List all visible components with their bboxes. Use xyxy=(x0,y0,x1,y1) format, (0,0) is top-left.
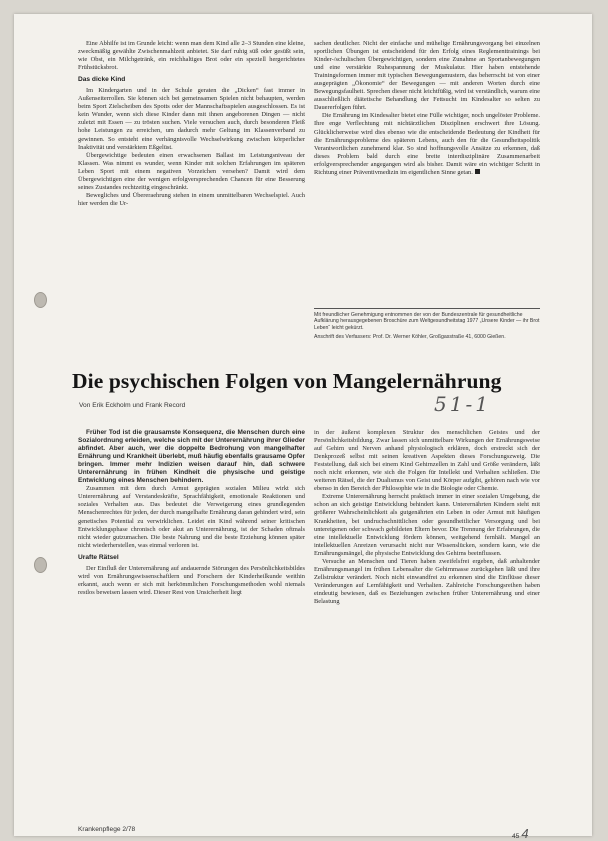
top-right-column xyxy=(314,40,540,177)
section-heading: Das dicke Kind xyxy=(78,76,126,84)
footnote: Mit freundlicher Genehmigung entnommen der von der Bundeszentrale für gesundheitliche Aufklärung herausgegebenen Broschüre zum Weltgesundheitstag 1977 „Unsere Kinder — ihr Brot Leben“ leicht gekürzt. xyxy=(314,312,540,331)
paragraph: Eine Abhilfe ist im Grunde leicht: wenn man dem Kind alle 2–3 Stunden eine kleine, zweckmäßig gewählte Zwischenmahlzeit anbietet. Sie darf ruhig süß oder gesüßt sein, wie Obst, ein Milchgetränk, ein reichhaltiges Brot oder ein speziell hergerichtetes Frühstücksbrot. xyxy=(78,40,305,72)
footnote-divider xyxy=(314,308,540,309)
bottom-right-column xyxy=(314,429,540,606)
article-authors: Von Erik Eckholm und Frank Record xyxy=(79,402,186,409)
article-title: Die psychischen Folgen von Mangelernährung xyxy=(72,369,502,393)
footnote: Anschrift des Verfassers: Prof. Dr. Werner Köhler, Großgasstraße 41, 6000 Gießen. xyxy=(314,334,506,341)
handwritten-annotation: 51-1 xyxy=(434,392,491,416)
handwritten-page-mark: 4 xyxy=(521,826,529,841)
paragraph: Zusammen mit dem durch Armut geprägten sozialen Milieu wirkt sich Unterernährung auf Verstandeskräfte, Sprachfähigkeit, emotionale Reaktionen und soziales Verhalten aus. Das bedeutet die Verweigerung eines grundlegenden Menschenrechtes für jeden, der durch mangelhafte Ernährung daran gehindert wird, sein genetisches Potential zu verwirklichen. Leidet ein Kind während seiner kritischen Entwicklungsphase chronisch oder akut an Unterernährung, ist der Schaden oftmals nicht wieder gutzumachen. Die beste Nahrung und die beste Erziehung können später nicht wiederherstellen, was einmal verloren ist. xyxy=(78,485,305,549)
punch-hole-top xyxy=(34,292,47,308)
page-number: 45 xyxy=(512,833,520,840)
footer-page-number xyxy=(512,826,529,841)
paragraph-text: Die Ernährung im Kindesalter bietet eine Fülle wichtiger, noch ungelöster Probleme. Ihre enge Verflechtung mit nichtärztlichen Disziplinen erschwert ihre Lösung. Glücklicherweise wird dies ebenso wie die entscheidende Bedeutung der Kindheit für die Ernährungsprobleme des späteren Lebens, auch den für die Gesundheitspolitik Verantwortlichen zunehmend klar. So sind hoffnungsvolle Ansätze zu erkennen, daß dieses Problem bald durch eine breite interdisziplinäre Zusammenarbeit erfolgversprechender angegangen wird als bisher. Damit wäre ein wichtiger Schritt in Richtung einer Präventivmedizin im eigentlichen Sinne getan. xyxy=(314,112,540,176)
paragraph: Der Einfluß der Unterernährung auf andauernde Störungen des Persönlichkeitsbildes wird von Ernährungswissenschaftlern und Forschern der Kinderheilkunde weithin erkannt, auch wenn er sich mit herkömmlichen Forschungsmethoden wohl niemals restlos beweisen lassen wird. Dieser Rest von Unsicherheit liegt xyxy=(78,564,305,596)
paragraph: Im Kindergarten und in der Schule geraten die „Dicken“ fast immer in Außenseiterrollen. Sie können sich bei gemeinsamen Spielen nicht behaupten, werden beim Sport Zielscheiben des Spotts oder der Mannschaftsspielen ausgeschlossen. Es ist kein Wunder, wenn sich diese Kinder dann mit ihnen angeborenen Dingen — nicht zuletzt mit Essen — zu trösten suchen. Viele versuchen auch, durch besonderen Fleiß hohe Leistungen zu erreichen, um dadurch mehr Geltung im Klassenverband zu gewinnen. So entsteht eine verhängnisvolle Wechselwirkung zwischen körperlicher Inaktivität und verstärktem Eßgelüst. xyxy=(78,87,305,151)
punch-hole-bottom xyxy=(34,557,47,573)
paragraph xyxy=(314,112,540,176)
top-left-column xyxy=(78,40,305,208)
footer-journal: Krankenpflege 2/78 xyxy=(78,826,136,833)
section-heading: Urafte Rätsel xyxy=(78,553,119,561)
paragraph: in der äußerst komplexen Struktur des menschlichen Geistes und der Persönlichkeitsbildung. Zwar lassen sich unmittelbare Wirkungen der Ernährungsweise auf Gehirn und Nerven anhand physiologisch erklären, doch erstreckt sich der Denkprozeß selbst mit seinen kreativen Aspekten dieses Forschungszweig. Die Feststellung, daß sich bei einem Kind Gehirnzellen in Zahl und Größe verändern, läßt noch nicht erkennen, wie sich die Folgen für Intellekt und Verhalten schließen. Die weiteren Rätsel, die der Dualismus von Geist und Körper aufgibt, gehören nach wie vor ebenso in den Bereich der Philosophie wie in die Biologie oder Chemie. xyxy=(314,429,540,493)
magazine-page xyxy=(14,14,592,841)
paragraph: Übergewichtige bedeuten einen erwachsenen Ballast im Leistungsniveau der Klassen. Was nimmt es wunder, wenn Kinder mit solchen Erfahrungen im späteren Leben Sport mit einem negativen Vorzeichen versehen? Damit wird dem Übergewichtigen eine der wenigen erfolgversprechenden Chancen für eine Besserung seines Zustandes rechtzeitig eingeschränkt. xyxy=(78,151,305,191)
footnotes xyxy=(314,312,540,344)
paragraph: sachen deutlicher. Nicht der einfache und mühelige Ernährungsvorgang bei einzelnen sportlichen Übungen ist entscheidend für den Erfolg eines Reglementtrainings bei Kinder-/schulischen Übergewichtigen, sondern eine Zunahme an Sportanbewegungen und eine verstärkte Ruhespannung der Muskulatur. Hier haben entstehende Trainingsformen immer mit typischen Bewegungsmustern, das beherrscht ist von einer ausgeprägten „Ökonomie“ der Bewegungen — mit anderen Worten durch eine Bewegungsfaulheit. Sprechen dieser nicht leichtfüßig, wird ist verständlich, warum eine ausschließlich diätetische Behandlung der Fettsucht im Kindesalter so selten zu Dauererfolgen führt. xyxy=(314,40,540,112)
end-mark-icon xyxy=(475,169,480,174)
paragraph: Versuche an Menschen und Tieren haben zweifelsfrei ergeben, daß anhaltender Ernährungsmangel im frühen Lebensalter die Gehirnmasse zurückgehen läßt und ihre Zellstruktur verändert. Noch nicht einwandfrei zu erkennen sind die Einflüsse dieser Veränderungen auf Lernfähigkeit und Verhalten. Zahlreiche Forschungsreihen haben eindeutig bewiesen, daß es Beziehungen zwischen früher Unterernährung und einer Belastung xyxy=(314,557,540,605)
lead-paragraph: Früher Tod ist die grausamste Konsequenz, die Menschen durch eine Sozialordnung erleiden, welche sich mit der Unterernährung ihrer Glieder abfindet. Aber auch, wer die doppelte Bedrohung von mangelhafter Ernährung und Krankheit überlebt, muß häufig ebenfalls grausame Opfer bringen. Immer mehr Indizien weisen darauf hin, daß schwere Unterernährung in frühen Kindheit die physische und geistige Entwicklung eines Menschen behindern. xyxy=(78,429,305,485)
paragraph: Bewegliches und Übereraehrung stehen in einem unmittelbaren Wechselspiel. Auch hier werden die Ur- xyxy=(78,191,305,207)
bottom-left-column xyxy=(78,429,305,597)
paragraph: Extreme Unterernährung herrscht praktisch immer in einer sozialen Umgebung, die schon an sich geistige Entwicklung behindert kann. Unterernährten Kindern steht mit größerer Wahrscheinlichkeit als gutgenährten ein Leben in oder Armut mit häufigen Krankheiten, bei undruchschnittlichen oder gesundheitlicher Versorgung und bei untereigenen oder schwach gebildeten Eltern bevor. Die Trennung der Erfahrungen, die eine intellektuelle Entwicklung fördern können, weitgehend fernhält. Mangel an intellektuellen Anreizen verursacht nicht nur Wissenslücken, sondern kann, wie die Ernährungsmängel, die physische Entwicklung des Gehirns beeinflussen. xyxy=(314,493,540,557)
